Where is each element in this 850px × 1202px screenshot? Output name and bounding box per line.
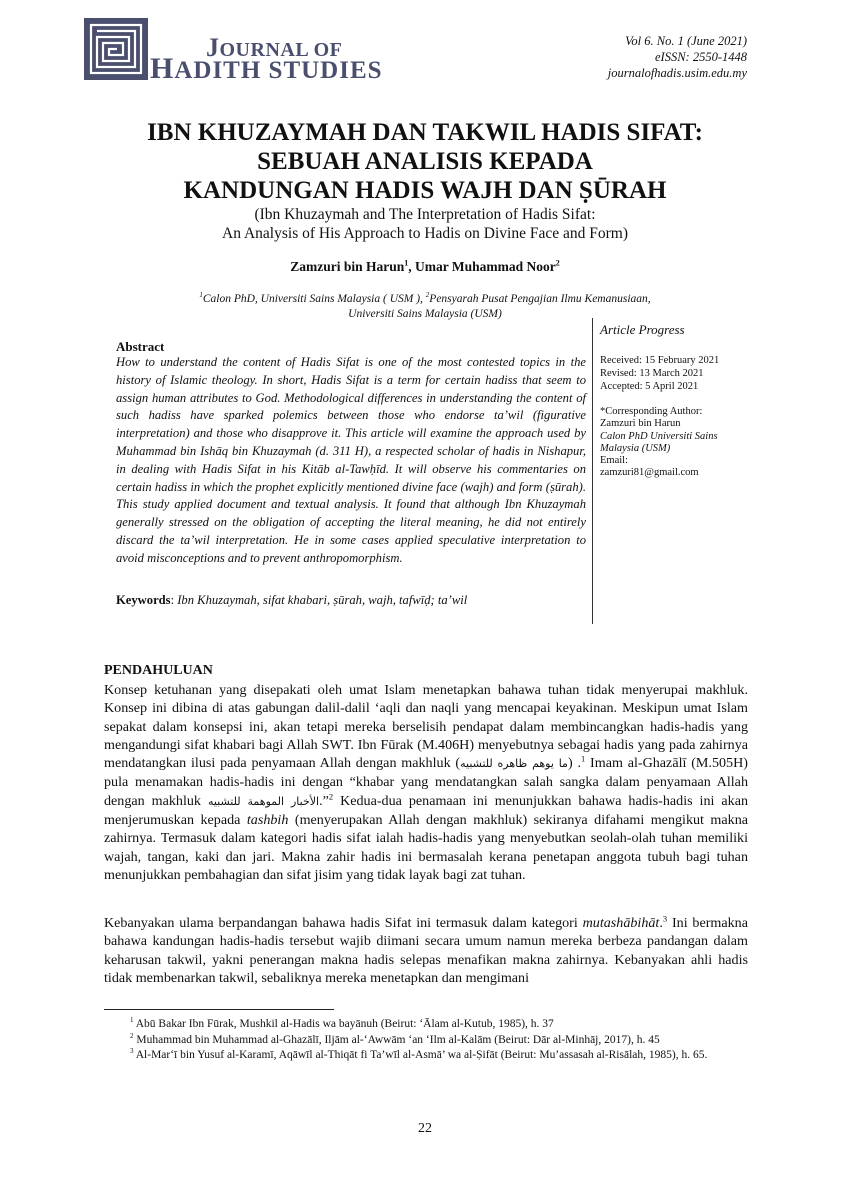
journal-name-line2: HADITH STUDIES	[150, 52, 383, 85]
eissn: eISSN: 2550-1448	[655, 50, 747, 64]
journal-name-line1: JOURNAL OF	[206, 33, 343, 62]
footnote: $^2$ Muhammad bin Muhammad al-Ghazālī, Iljām al-‘Awwām ‘an ‘Ilm al-Kalām (Beirut: Dār al-Minhāj, 2017), h. 45	[130, 1031, 660, 1046]
author-affiliations: $^1$Calon PhD, Universiti Sains Malaysia ( USM ), $^2$Pensyarah Pusat Pengajian Ilmu Kemanusiaan, Universiti Sains Malaysia (USM)	[199, 291, 651, 320]
column-divider	[592, 318, 593, 624]
body-paragraph: Konsep ketuhanan yang disepakati oleh umat Islam menetapkan bahawa tuhan tidak menyerupai makhluk. Konsep ini dibina di atas gabungan dalil-dalil ‘aqli dan naqli yang mencapai keyakinan. Meskipun umat Islam sepakat dalam konsepsi ini, akan tetapi mereka berselisih pendapat dalam membincangkan hadis-hadis yang mengandungi sifat khabari bagi Allah SWT. Ibn Fūrak (M.406H) menyebutnya sebagai hadis yang pada zahirnya mendatangkan ilusi pada penyamaan Allah dengan makhluk (ما يوهم ظاهره للتشبيه) .$^1$ Imam al-Ghazālī (M.505H) pula menamakan hadis-hadis ini dengan “khabar yang mendatangkan salah sangka dalam penyamaan Allah dengan makhluk الأخبار الموهمة للتشبيه.”$^2$ Kedua-dua penamaan ini menunjukkan bahawa hadis-hadis ini akan menjerumuskan kepada tashbih (menyerupakan Allah dengan makhluk) sekiranya difahami mengikut makna zahirnya. Termasuk dalam kategori hadis sifat ialah hadis-hadis yang menyebutkan seolah-olah tuhan memiliki wajah, tangan, kaki dan jari. Makna zahir hadis ini bermasalah kerana penetapan anggota tubuh bagi tuhan menunjukkan pembahagian dan sifat jisim yang tidak layak bagi zat tuhan.	[104, 682, 749, 883]
keywords: Keywords: Ibn Khuzaymah, sifat khabari, ṣūrah, wajh, tafwīḍ; ta’wil	[116, 593, 468, 607]
article-subtitle: (Ibn Khuzaymah and The Interpretation of Hadis Sifat: An Analysis of His Approach to Hadis on Divine Face and Form)	[222, 206, 628, 242]
footnotes	[130, 1017, 750, 1064]
author-list: Zamzuri bin Harun$^1$, Umar Muhammad Noor$^2$	[290, 258, 560, 274]
footnote-ref[interactable]: 2	[328, 791, 334, 802]
article-progress-title: Article Progress	[600, 322, 685, 337]
footnote-ref[interactable]: 3	[662, 913, 668, 924]
footnote: $^1$ Abū Bakar Ibn Fūrak, Mushkil al-Hadis wa bayānuh (Beirut: ‘Ālam al-Kutub, 1985), h. 37	[130, 1016, 554, 1030]
article-progress-dates	[600, 354, 719, 393]
email-link[interactable]: zamzuri81@gmail.com	[600, 467, 699, 479]
footnote-divider	[104, 1009, 334, 1010]
body-paragraph: Kebanyakan ulama berpandangan bahawa hadis Sifat ini termasuk dalam kategori mutashābihāt.$^3$ Ini bermakna bahawa kandungan hadis-hadis tersebut wajib diimani secara umum namun mereka berbeza pandangan dalam keharusan takwil, yakni penerangan makna hadis selepas menafikan makna zahirnya. Kebanyakan ahli hadis tidak membenarkan takwil, sebaliknya mereka menetapkan dan mengimani	[104, 913, 748, 986]
volume-info: Vol 6. No. 1 (June 2021)	[625, 34, 747, 48]
received-date: Received: 15 February 2021	[600, 355, 720, 366]
abstract-text: How to understand the content of Hadis Sifat is one of the most contested topics in the history of Islamic theology. In short, Hadis Sifat is a term for certain hadiss that seem to assign human attributes to God. Methodological differences in understanding the content of such hadiss have sparked polemics between those who endorse ta’wil (figurative interpretation) and those who disapprove it. This article will examine the approach used by Muhammad bin Ishāq bin Khuzaymah (d. 311 H), a respected scholar of hadis in Nishapur, in dealing with Hadis Sifat in his Kitāb al-Tawḥīd. It will observe his commentaries on certain hadiss in which the prophet explicitly mentioned divine face (wajh) and form (ṣūrah). This study applied document and textual analysis. It found that although Ibn Khuzaymah generally stressed on the obligation of accepting the literal meaning, he did not entirely discard the ta’wil interpretation. He in some cases applied speculative interpretation to avoid misconceptions and to prevent anthropomorphism.	[116, 355, 586, 565]
calligraphy-maze-icon	[84, 18, 148, 80]
section-heading: PENDAHULUAN	[104, 663, 213, 678]
footnote-ref[interactable]: 1	[580, 753, 586, 764]
accepted-date: Accepted: 5 April 2021	[600, 381, 699, 392]
journal-website-link[interactable]: journalofhadis.usim.edu.my	[607, 66, 747, 80]
journal-meta	[608, 33, 747, 81]
revised-date: Revised: 13 March 2021	[600, 368, 704, 379]
abstract-heading: Abstract	[116, 339, 165, 354]
page-number: 22	[418, 1121, 432, 1136]
footnote: $^3$ Al-Mar‘ī bin Yusuf al-Karamī, Aqāwīl al-Thiqāt fi Ta’wīl al-Asmā’ wa al-Ṣifāt (Beirut: Mu’assasah al-Risālah, 1985), h. 65.	[130, 1047, 708, 1062]
corresponding-author: *Corresponding Author: Zamzuri bin Harun Calon PhD Universiti Sains Malaysia (USM) Email: zamzuri81@gmail.com	[600, 406, 718, 479]
journal-logo-icon	[84, 18, 148, 80]
article-title: IBN KHUZAYMAH DAN TAKWIL HADIS SIFAT: SEBUAH ANALISIS KEPADA KANDUNGAN HADIS WAJH DAN ṢŪRAH	[147, 119, 703, 204]
